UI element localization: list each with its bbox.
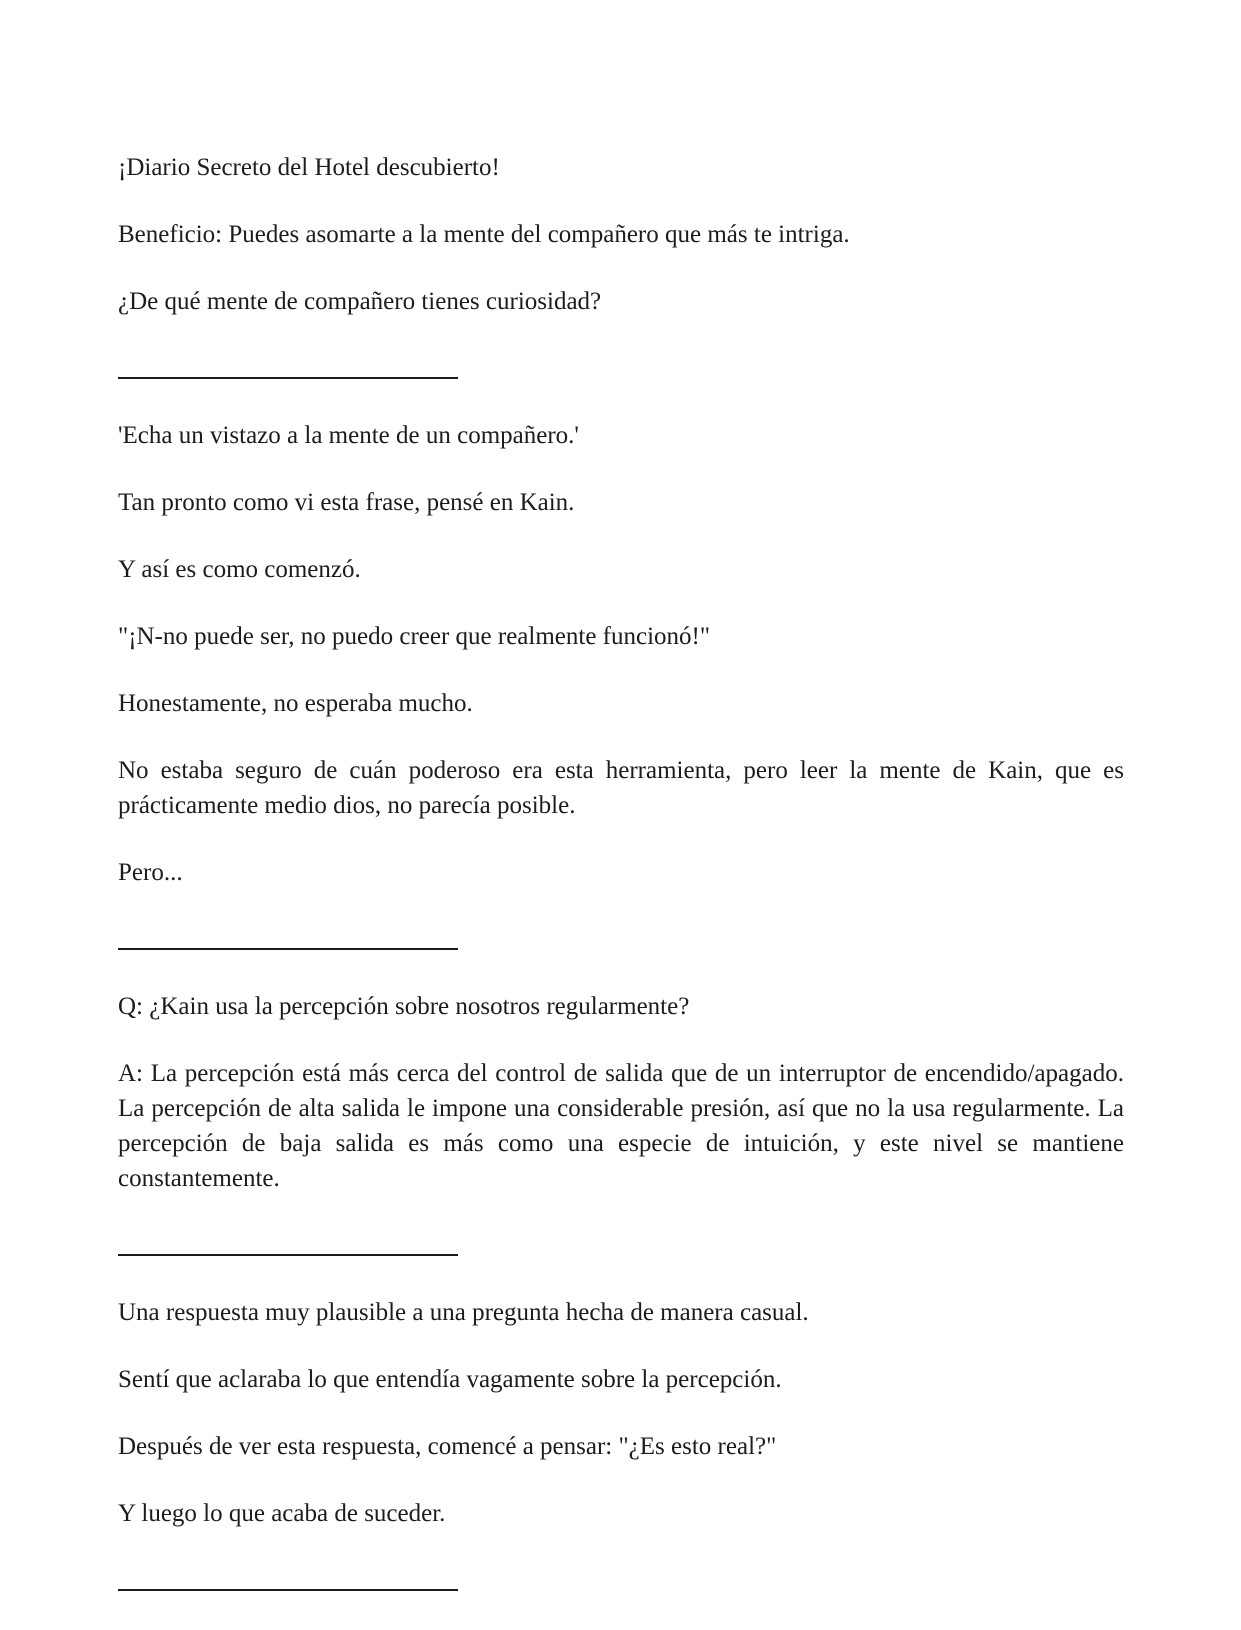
divider-line — [118, 377, 458, 379]
paragraph: 'Echa un vistazo a la mente de un compañero.' — [118, 422, 579, 449]
section-divider — [118, 1228, 1124, 1295]
paragraph-dialogue: "¡N-no puede ser, no puedo creer que realmente funcionó!" — [118, 623, 711, 650]
section-divider — [118, 351, 1124, 418]
section-divider — [118, 922, 1124, 989]
paragraph: Pero... — [118, 859, 183, 886]
paragraph-title: ¡Diario Secreto del Hotel descubierto! — [118, 154, 500, 181]
document-body — [118, 150, 1124, 1630]
paragraph-q: Q: ¿Kain usa la percepción sobre nosotros regularmente? — [118, 993, 690, 1020]
paragraph: Una respuesta muy plausible a una pregunta hecha de manera casual. — [118, 1299, 809, 1326]
paragraph: Tan pronto como vi esta frase, pensé en Kain. — [118, 489, 575, 516]
divider-line — [118, 1589, 458, 1591]
paragraph: Después de ver esta respuesta, comencé a pensar: "¿Es esto real?" — [118, 1433, 777, 1460]
section-divider — [118, 1563, 1124, 1630]
divider-line — [118, 948, 458, 950]
paragraph-question: ¿De qué mente de compañero tienes curiosidad? — [118, 288, 602, 315]
paragraph-benefit: Beneficio: Puedes asomarte a la mente del compañero que más te intriga. — [118, 221, 850, 248]
paragraph-a: A: La percepción está más cerca del control de salida que de un interruptor de encendido/apagado. La percepción de alta salida le impone una considerable presión, así que no la usa regularmente. La percepción de baja salida es más como una especie de intuición, y este nivel se mantiene constantemente. — [118, 1060, 1124, 1192]
paragraph: Sentí que aclaraba lo que entendía vagamente sobre la percepción. — [118, 1366, 782, 1393]
divider-line — [118, 1254, 458, 1256]
paragraph: Honestamente, no esperaba mucho. — [118, 690, 473, 717]
paragraph: No estaba seguro de cuán poderoso era esta herramienta, pero leer la mente de Kain, que es prácticamente medio dios, no parecía posible. — [118, 757, 1124, 819]
paragraph: Y luego lo que acaba de suceder. — [118, 1500, 446, 1527]
paragraph: Y así es como comenzó. — [118, 556, 361, 583]
